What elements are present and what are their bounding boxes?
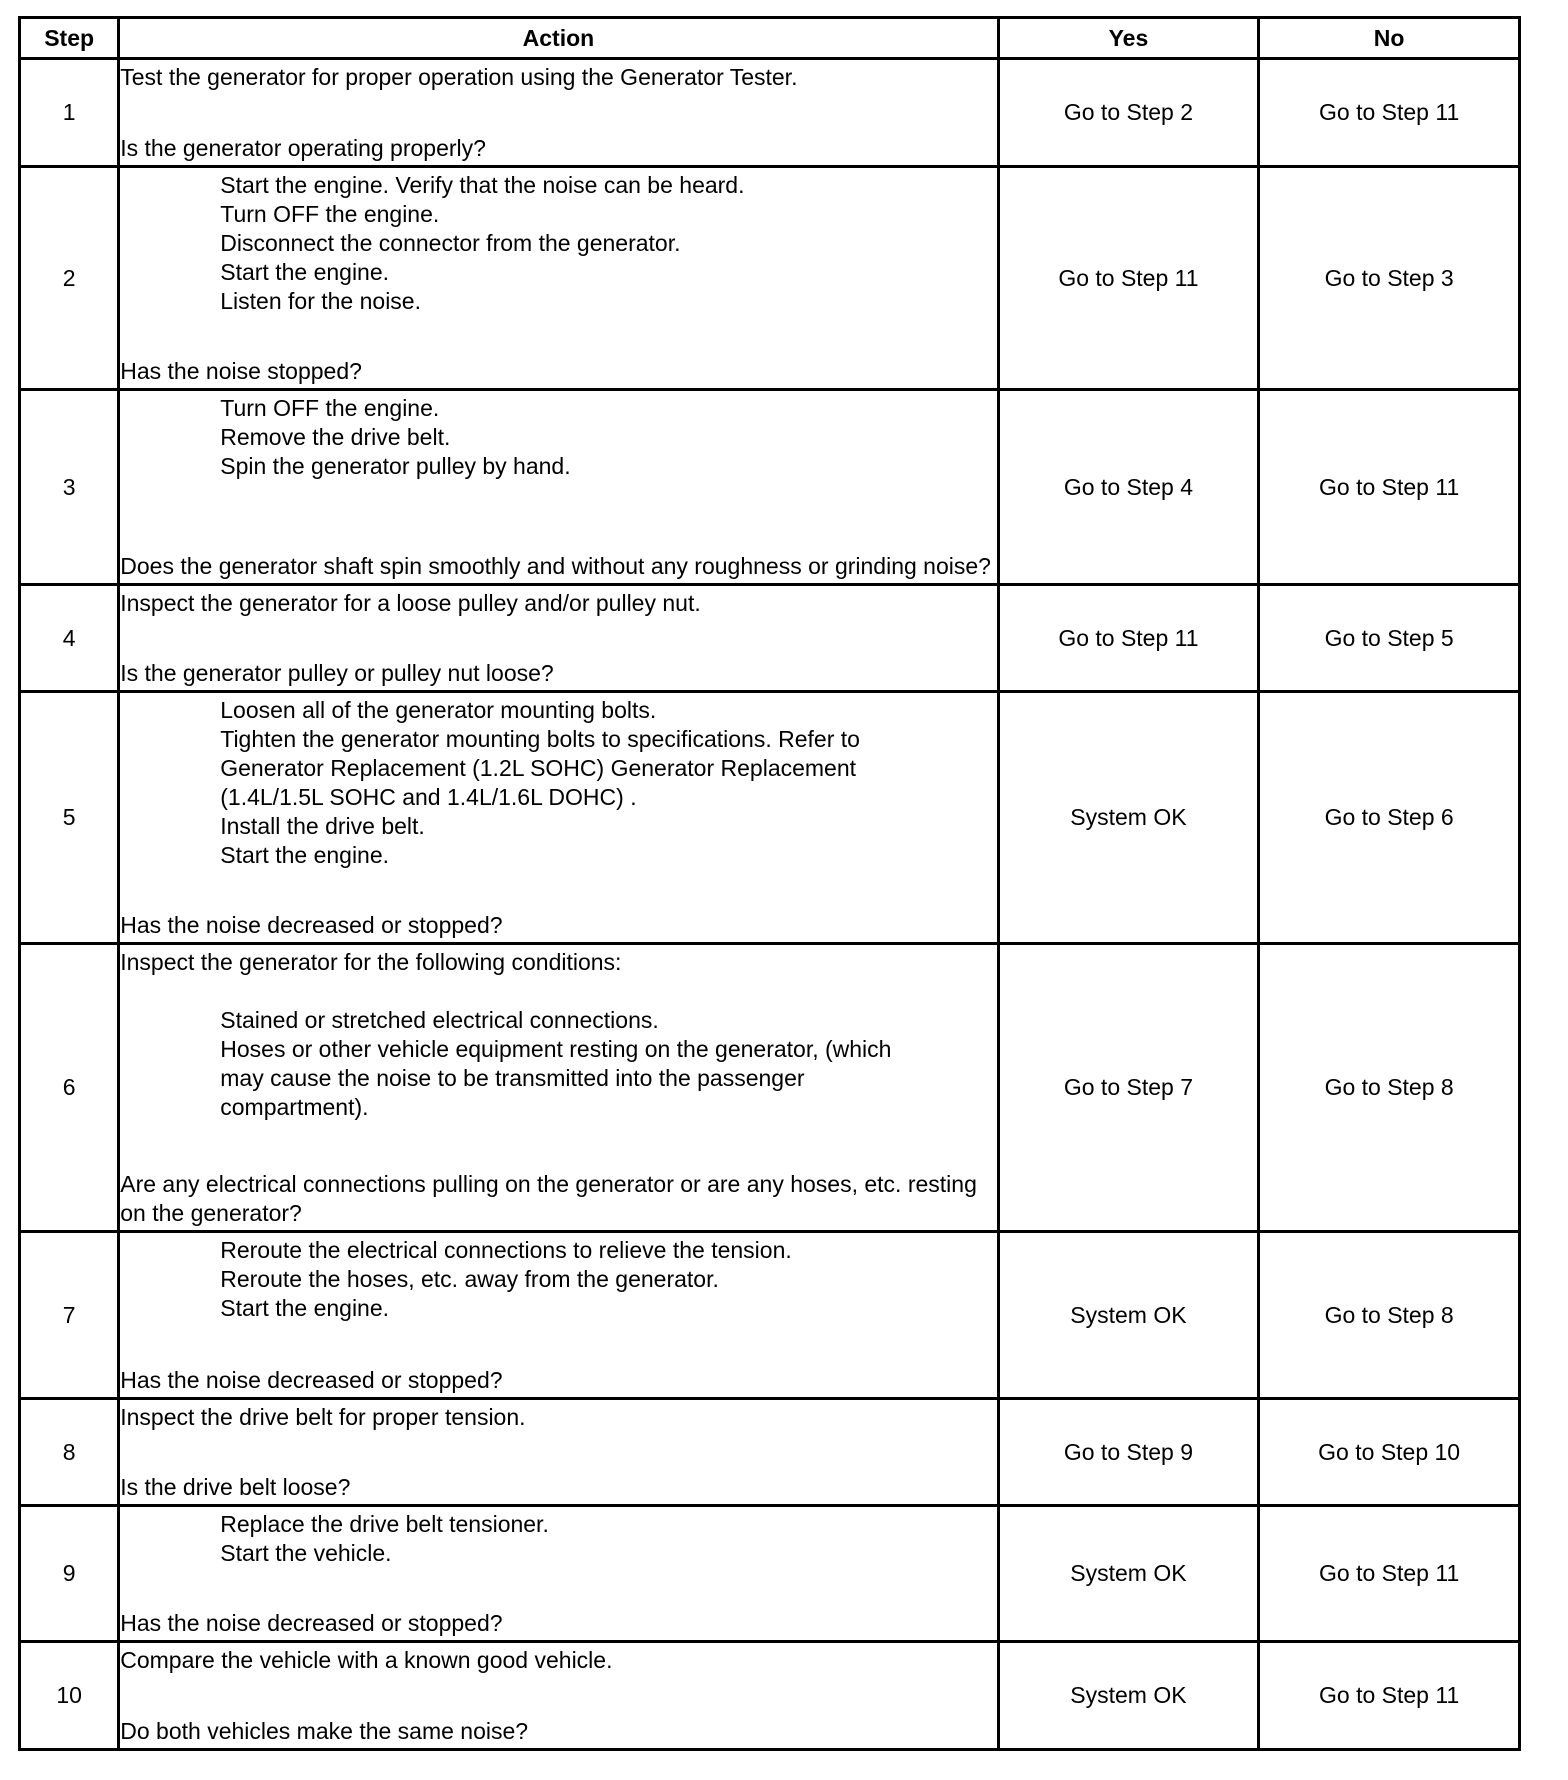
step-number: 9 xyxy=(20,1506,119,1642)
action-cell xyxy=(119,390,998,585)
action-question: Is the drive belt loose? xyxy=(120,1474,351,1500)
yes-result: System OK xyxy=(998,1642,1259,1750)
action-question: Are any electrical connections pulling on the generator or are any hoses, etc. resting on the generator? xyxy=(120,1171,977,1226)
table-row xyxy=(20,944,1520,1232)
header-row xyxy=(20,18,1520,59)
action-line: Start the vehicle. xyxy=(220,1540,392,1566)
action-line: Start the engine. xyxy=(220,259,390,285)
action-question: Has the noise decreased or stopped? xyxy=(120,912,503,938)
yes-result: Go to Step 2 xyxy=(998,59,1259,167)
action-cell xyxy=(119,1399,998,1506)
action-instructions xyxy=(120,1510,996,1568)
action-cell xyxy=(119,167,998,390)
action-cell xyxy=(119,585,998,692)
no-result: Go to Step 10 xyxy=(1259,1399,1520,1506)
step-number: 7 xyxy=(20,1232,119,1399)
action-line: (1.4L/1.5L SOHC and 1.4L/1.6L DOHC) . xyxy=(220,784,637,810)
step-number: 6 xyxy=(20,944,119,1232)
table-row xyxy=(20,1506,1520,1642)
action-line: Hoses or other vehicle equipment resting on the generator, (which xyxy=(220,1036,892,1062)
no-result: Go to Step 11 xyxy=(1259,390,1520,585)
action-instructions xyxy=(120,1236,996,1323)
header-no: No xyxy=(1259,18,1520,59)
action-line: Spin the generator pulley by hand. xyxy=(220,453,571,479)
no-result: Go to Step 3 xyxy=(1259,167,1520,390)
yes-result: Go to Step 9 xyxy=(998,1399,1259,1506)
table-row xyxy=(20,390,1520,585)
table-row xyxy=(20,585,1520,692)
action-instructions xyxy=(120,63,996,92)
action-line: compartment). xyxy=(220,1094,369,1120)
action-cell xyxy=(119,59,998,167)
no-result: Go to Step 5 xyxy=(1259,585,1520,692)
yes-result: System OK xyxy=(998,1232,1259,1399)
action-line: may cause the noise to be transmitted into the passenger xyxy=(220,1065,805,1091)
yes-result: Go to Step 4 xyxy=(998,390,1259,585)
action-question: Has the noise stopped? xyxy=(120,358,362,384)
step-number: 2 xyxy=(20,167,119,390)
action-line: Listen for the noise. xyxy=(220,288,421,314)
step-number: 8 xyxy=(20,1399,119,1506)
table-row xyxy=(20,1232,1520,1399)
action-instructions xyxy=(120,394,996,481)
action-line: Loosen all of the generator mounting bolts. xyxy=(220,697,657,723)
action-line: Turn OFF the engine. xyxy=(220,201,440,227)
yes-result: System OK xyxy=(998,692,1259,944)
action-cell xyxy=(119,1642,998,1750)
action-instructions xyxy=(120,696,996,870)
table-row xyxy=(20,59,1520,167)
yes-result: Go to Step 11 xyxy=(998,167,1259,390)
action-instructions xyxy=(120,589,996,618)
step-number: 10 xyxy=(20,1642,119,1750)
action-line: Inspect the generator for a loose pulley and/or pulley nut. xyxy=(120,590,701,616)
action-cell xyxy=(119,692,998,944)
yes-result: System OK xyxy=(998,1506,1259,1642)
no-result: Go to Step 11 xyxy=(1259,1642,1520,1750)
action-cell xyxy=(119,1506,998,1642)
action-question: Has the noise decreased or stopped? xyxy=(120,1367,503,1393)
no-result: Go to Step 8 xyxy=(1259,1232,1520,1399)
action-line: Inspect the generator for the following conditions: xyxy=(120,949,622,975)
spacer xyxy=(120,977,996,1006)
step-number: 3 xyxy=(20,390,119,585)
action-question: Has the noise decreased or stopped? xyxy=(120,1610,503,1636)
yes-result: Go to Step 11 xyxy=(998,585,1259,692)
action-line: Inspect the drive belt for proper tension. xyxy=(120,1404,526,1430)
table-row xyxy=(20,1642,1520,1750)
action-question: Is the generator operating properly? xyxy=(120,135,486,161)
no-result: Go to Step 11 xyxy=(1259,59,1520,167)
action-line: Test the generator for proper operation using the Generator Tester. xyxy=(120,64,798,90)
action-line: Stained or stretched electrical connections. xyxy=(220,1007,659,1033)
no-result: Go to Step 6 xyxy=(1259,692,1520,944)
action-instructions xyxy=(120,1403,996,1432)
action-cell xyxy=(119,944,998,1232)
action-cell xyxy=(119,1232,998,1399)
action-instructions xyxy=(120,948,996,1122)
action-line: Start the engine. Verify that the noise can be heard. xyxy=(220,172,745,198)
action-line: Start the engine. xyxy=(220,842,390,868)
action-question: Does the generator shaft spin smoothly and without any roughness or grinding noise? xyxy=(120,553,991,579)
action-line: Install the drive belt. xyxy=(220,813,425,839)
action-line: Compare the vehicle with a known good vehicle. xyxy=(120,1647,613,1673)
no-result: Go to Step 11 xyxy=(1259,1506,1520,1642)
action-line: Generator Replacement (1.2L SOHC) Generator Replacement xyxy=(220,755,857,781)
action-question: Is the generator pulley or pulley nut loose? xyxy=(120,660,554,686)
action-line: Reroute the electrical connections to relieve the tension. xyxy=(220,1237,792,1263)
yes-result: Go to Step 7 xyxy=(998,944,1259,1232)
table-body xyxy=(20,59,1520,1750)
header-yes: Yes xyxy=(998,18,1259,59)
table-row xyxy=(20,1399,1520,1506)
action-line: Remove the drive belt. xyxy=(220,424,451,450)
table-row xyxy=(20,167,1520,390)
action-line: Tighten the generator mounting bolts to specifications. Refer to xyxy=(220,726,860,752)
step-number: 4 xyxy=(20,585,119,692)
header-step: Step xyxy=(20,18,119,59)
action-line: Disconnect the connector from the generator. xyxy=(220,230,681,256)
step-number: 1 xyxy=(20,59,119,167)
action-instructions xyxy=(120,171,996,316)
action-question: Do both vehicles make the same noise? xyxy=(120,1718,529,1744)
header-action: Action xyxy=(119,18,998,59)
action-line: Reroute the hoses, etc. away from the generator. xyxy=(220,1266,719,1292)
action-line: Turn OFF the engine. xyxy=(220,395,440,421)
table-row xyxy=(20,692,1520,944)
no-result: Go to Step 8 xyxy=(1259,944,1520,1232)
action-line: Replace the drive belt tensioner. xyxy=(220,1511,549,1537)
action-instructions xyxy=(120,1646,996,1675)
diagnostic-table xyxy=(18,16,1521,1751)
step-number: 5 xyxy=(20,692,119,944)
action-line: Start the engine. xyxy=(220,1295,390,1321)
